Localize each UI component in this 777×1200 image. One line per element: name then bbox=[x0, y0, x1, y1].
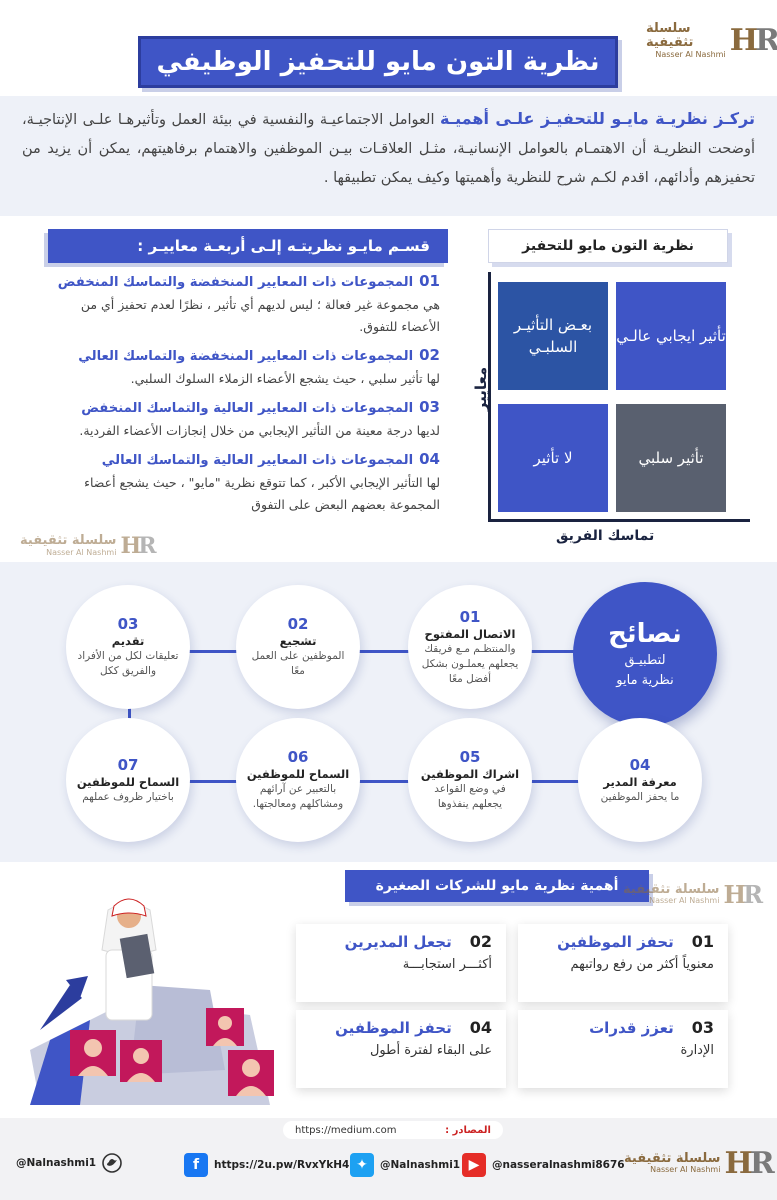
criteria-title: المجموعات ذات المعايير المنخفضة والتماسك العالي bbox=[78, 349, 414, 364]
person-avatar-icon bbox=[206, 1008, 244, 1046]
importance-card: 01 تحفز الموظفين معنوياً أكثر من رفع رواتبهم bbox=[518, 924, 728, 1002]
criteria-heading: قسـم مايـو نظريتـه إلـى أربعـة معاييـر : bbox=[48, 229, 448, 263]
facebook-link[interactable]: f https://2u.pw/RvxYkH4 bbox=[184, 1153, 349, 1177]
criteria-item bbox=[40, 344, 440, 390]
person-avatar-icon bbox=[120, 1040, 162, 1082]
tip-item: 05 اشراك الموظفين في وضع القواعد يجعلهم ينفذوها bbox=[408, 718, 532, 842]
importance-card: 04 تحفز الموظفين على البقاء لفترة أطول bbox=[296, 1010, 506, 1088]
tips-main-title: نصائح bbox=[608, 619, 682, 649]
team-illustration bbox=[10, 890, 300, 1110]
youtube-link[interactable]: ▶ @nasseralnashmi8676 bbox=[462, 1153, 625, 1177]
criteria-desc: لها تأثير سلبي ، حيث يشجع الأعضاء الزملاء السلوك السلبي. bbox=[130, 371, 440, 386]
matrix-y-label: معايير bbox=[472, 366, 490, 412]
intro-paragraph bbox=[0, 96, 777, 216]
tip-item: 06 السماح للموظفين بالتعبير عن آرائهم ومشاكلهم ومعالجتها. bbox=[236, 718, 360, 842]
matrix-cell-no-effect: لا تأثير bbox=[498, 404, 608, 512]
brand-logo-footer: سلسلة تثقيفية Nasser Al Nashmi HR bbox=[624, 1146, 772, 1181]
criteria-desc: هي مجموعة غير فعالة ؛ ليس لديهم أي تأثير ، نظرًا لعدم تحفيز أي من الأعضاء للتفوق. bbox=[80, 297, 440, 334]
matrix-cell-some-negative: بعـض التأثيـر السلبـي bbox=[498, 282, 608, 390]
criteria-num: 03 bbox=[419, 398, 440, 416]
brand-logo-watermark: سلسلة تثقيفية Nasser Al Nashmi HR bbox=[623, 880, 761, 909]
brand-logo bbox=[646, 22, 777, 59]
source-label: المصادر : bbox=[445, 1124, 491, 1136]
matrix-x-label: تماسك الفريق bbox=[556, 528, 655, 544]
twitter-handle-left[interactable]: @Nalnashmi1 bbox=[16, 1153, 122, 1173]
matrix-heading: نظرية التون مايو للتحفيز bbox=[488, 229, 728, 263]
intro-text: العوامل الاجتماعيـة والنفسية في بيئة العمل وتأثيرهـا علـى الإنتاجيـة، أوضحت النظريـة أن الاهتمـام بالعوامل الإنسانيـة، مثـل العلاقـات بيـن الموظفين والاهتمام برفاهيتهم، يمكن أن يزيد من تحفيزهم وأدائهم، اقدم لكـم شرح للنظرية وأهميتها وكيف يمكن تطبيقها . bbox=[22, 112, 755, 186]
criteria-item bbox=[40, 448, 440, 516]
source-link[interactable]: https://medium.com bbox=[295, 1124, 397, 1136]
brand-mark: HR bbox=[729, 23, 777, 59]
tip-item: 04 معرفة المدير ما يحفز الموظفين bbox=[578, 718, 702, 842]
tip-item: 03 تقديم تعليقات لكل من الأفراد والفريق ككل bbox=[66, 585, 190, 709]
tip-item: 02 تشجيع الموظفين على العمل معًا bbox=[236, 585, 360, 709]
criteria-title: المجموعات ذات المعايير المنخفضة والتماسك المنخفض bbox=[57, 275, 414, 290]
criteria-desc: لها التأثير الإيجابي الأكبر ، كما تتوقع نظرية "مايو" ، حيث يشجع أعضاء المجموعة بعضهم البعض على التفوق bbox=[84, 475, 440, 512]
criteria-item bbox=[40, 396, 440, 442]
intro-highlight: تركـز نظريـة مايـو للتحفيـز علـى أهميـة bbox=[439, 109, 755, 128]
twitter-icon: ✦ bbox=[350, 1153, 374, 1177]
importance-heading: أهمية نظرية مايو للشركات الصغيرة bbox=[345, 870, 649, 902]
tip-item: 07 السماح للموظفين باختيار ظروف عملهم bbox=[66, 718, 190, 842]
page-title: نظرية التون مايو للتحفيز الوظيفي bbox=[138, 36, 618, 88]
person-avatar-icon bbox=[228, 1050, 274, 1096]
sources-bar bbox=[283, 1121, 503, 1139]
criteria-list bbox=[40, 270, 440, 522]
tips-main-circle: نصائح لتطبيـق نظرية مايو bbox=[573, 582, 717, 726]
twitter-link[interactable]: ✦ @Nalnashmi1 bbox=[350, 1153, 460, 1177]
brand-logo-watermark: سلسلة تثقيفية Nasser Al Nashmi HR bbox=[20, 533, 154, 559]
person-avatar-icon bbox=[70, 1030, 116, 1076]
tip-item: 01 الاتصال المفتوح والمنتظـم مـع فريقك يجعلهم يعملـون بشكل أفضل معًا bbox=[408, 585, 532, 709]
matrix-x-axis bbox=[488, 519, 750, 522]
criteria-desc: لديها درجة معينة من التأثير الإيجابي من خلال إنجازات الأعضاء الفردية. bbox=[79, 423, 440, 438]
businessman-icon bbox=[102, 899, 156, 1020]
facebook-icon: f bbox=[184, 1153, 208, 1177]
criteria-item bbox=[40, 270, 440, 338]
brand-name-en: Nasser Al Nashmi bbox=[655, 49, 726, 59]
matrix-cell-negative: تأثير سلبي bbox=[616, 404, 726, 512]
criteria-num: 02 bbox=[419, 346, 440, 364]
criteria-title: المجموعات ذات المعايير العالية والتماسك العالي bbox=[101, 453, 414, 468]
importance-card: 03 تعزز قدرات الإدارة bbox=[518, 1010, 728, 1088]
matrix-cell-high-positive: تأثير ايجابي عالـي bbox=[616, 282, 726, 390]
criteria-title: المجموعات ذات المعايير العالية والتماسك المنخفض bbox=[81, 401, 414, 416]
importance-card: 02 تجعل المديرين أكثـــر استجابـــة bbox=[296, 924, 506, 1002]
criteria-num: 01 bbox=[419, 272, 440, 290]
criteria-num: 04 bbox=[419, 450, 440, 468]
brand-name-ar: سلسلة تثقيفية bbox=[646, 21, 694, 51]
youtube-icon: ▶ bbox=[462, 1153, 486, 1177]
twitter-icon bbox=[102, 1153, 122, 1173]
